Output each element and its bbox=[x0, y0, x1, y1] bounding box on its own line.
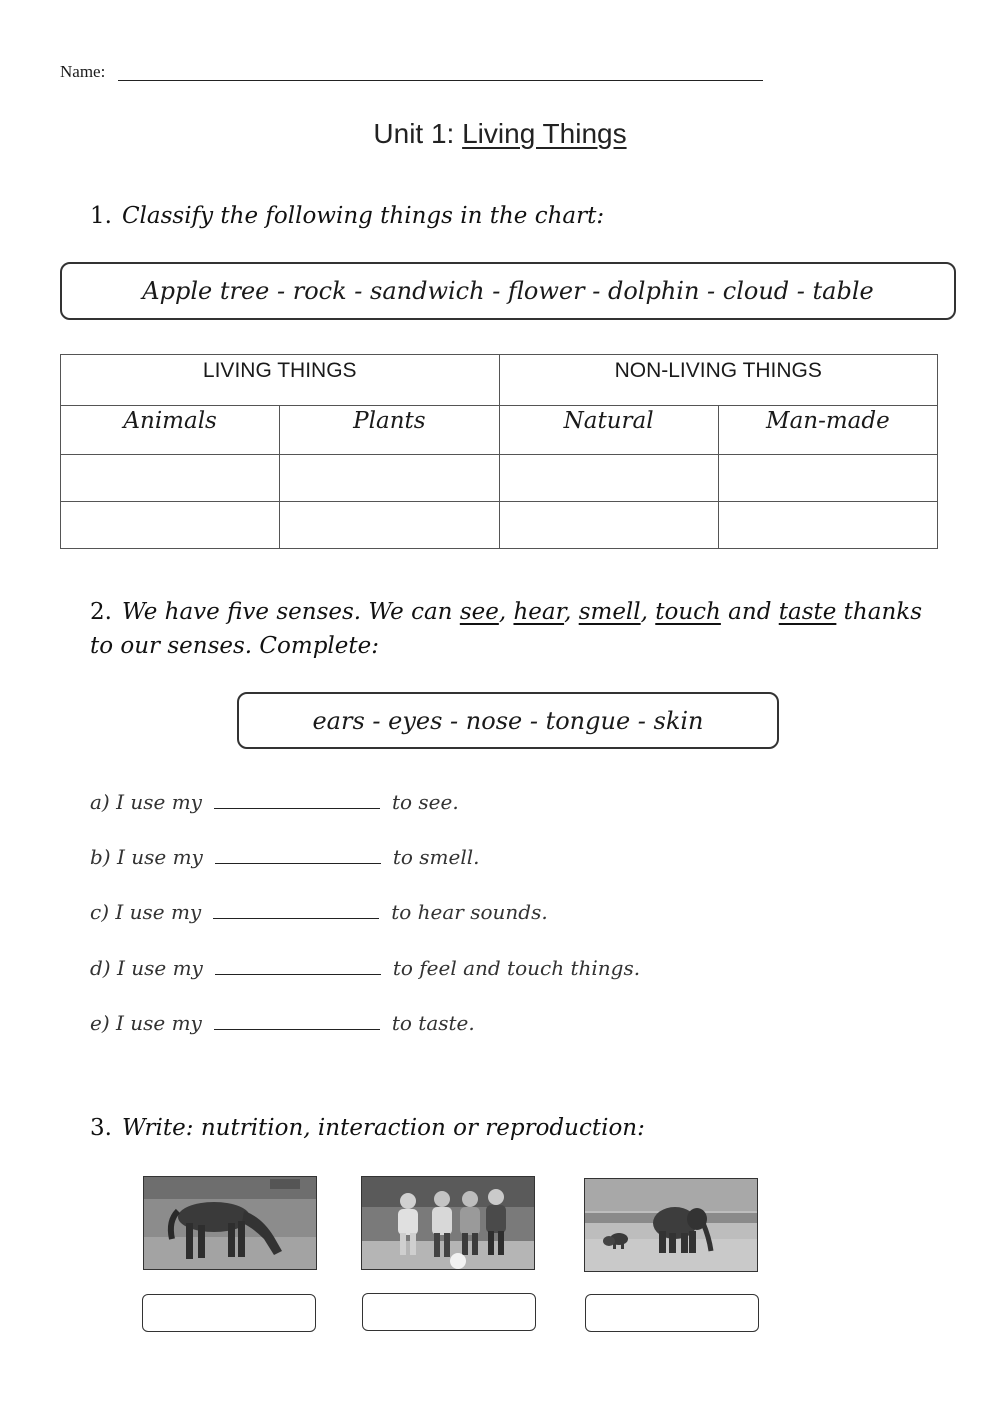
answer-cell-natural-1[interactable] bbox=[499, 455, 718, 502]
sense-hear: hear bbox=[513, 599, 565, 625]
sentence-letter: d) bbox=[90, 956, 111, 980]
question-2-outro: thanks to our senses. Complete: bbox=[90, 599, 923, 659]
children-playing-image bbox=[361, 1176, 535, 1270]
sentence-end: to see. bbox=[391, 790, 459, 814]
sentence-end: to hear sounds. bbox=[391, 900, 548, 924]
separator: , bbox=[498, 599, 514, 625]
horse-grazing-image bbox=[143, 1176, 317, 1270]
sense-touch: touch bbox=[655, 599, 721, 625]
question-2-heading bbox=[90, 595, 950, 663]
sentence-letter: c) bbox=[90, 900, 110, 924]
column-man-made: Man-made bbox=[718, 406, 937, 455]
sentence-start: I use my bbox=[116, 790, 202, 814]
name-input-line[interactable] bbox=[118, 80, 763, 81]
title-prefix: Unit 1: bbox=[373, 118, 463, 149]
page-title bbox=[0, 118, 1000, 150]
answer-blank-b[interactable] bbox=[215, 845, 381, 864]
sense-see: see bbox=[459, 599, 499, 625]
column-plants: Plants bbox=[280, 406, 499, 455]
separator: , bbox=[640, 599, 656, 625]
sense-taste: taste bbox=[778, 599, 837, 625]
question-3-heading bbox=[90, 1115, 645, 1141]
separator: , bbox=[564, 599, 579, 625]
group-non-living-things: NON-LIVING THINGS bbox=[499, 355, 938, 406]
question-2-number: 2. bbox=[90, 599, 112, 625]
sentence-e bbox=[90, 1011, 475, 1035]
word-bank-1: Apple tree - rock - sandwich - flower - dolphin - cloud - table bbox=[60, 262, 956, 320]
sentence-d bbox=[90, 956, 640, 980]
answer-cell-man-made-2[interactable] bbox=[718, 502, 937, 549]
question-2-intro: We have five senses. We can bbox=[121, 599, 460, 625]
answer-cell-animals-1[interactable] bbox=[61, 455, 280, 502]
answer-cell-plants-2[interactable] bbox=[280, 502, 499, 549]
name-label: Name: bbox=[60, 62, 106, 81]
sentence-letter: b) bbox=[90, 845, 111, 869]
sentence-start: I use my bbox=[116, 845, 203, 869]
question-1-instruction: Classify the following things in the chart: bbox=[121, 203, 605, 229]
sentence-c bbox=[90, 900, 548, 924]
sentence-end: to feel and touch things. bbox=[392, 956, 641, 980]
question-3-number: 3. bbox=[90, 1115, 112, 1141]
children-playing-illustration bbox=[362, 1177, 534, 1269]
answer-cell-animals-2[interactable] bbox=[61, 502, 280, 549]
title-topic: Living Things bbox=[462, 118, 627, 149]
sentence-b bbox=[90, 845, 479, 869]
sentence-letter: e) bbox=[90, 1011, 110, 1035]
sense-smell: smell bbox=[578, 599, 641, 625]
answer-box-horse[interactable] bbox=[142, 1294, 316, 1332]
answer-cell-natural-2[interactable] bbox=[499, 502, 718, 549]
answer-cell-plants-1[interactable] bbox=[280, 455, 499, 502]
elephant-with-calf-image bbox=[584, 1178, 758, 1272]
sentence-a bbox=[90, 790, 459, 814]
answer-blank-a[interactable] bbox=[214, 790, 380, 809]
answer-cell-man-made-1[interactable] bbox=[718, 455, 937, 502]
group-living-things: LIVING THINGS bbox=[61, 355, 500, 406]
answer-box-children[interactable] bbox=[362, 1293, 536, 1331]
sentence-start: I use my bbox=[116, 1011, 202, 1035]
elephant-with-calf-illustration bbox=[585, 1179, 757, 1271]
sentence-end: to taste. bbox=[391, 1011, 475, 1035]
answer-blank-c[interactable] bbox=[213, 900, 379, 919]
word-bank-2: ears - eyes - nose - tongue - skin bbox=[237, 692, 779, 749]
answer-box-elephant[interactable] bbox=[585, 1294, 759, 1332]
classification-chart bbox=[60, 354, 938, 549]
answer-blank-d[interactable] bbox=[215, 956, 381, 975]
sentence-end: to smell. bbox=[392, 845, 480, 869]
answer-blank-e[interactable] bbox=[214, 1011, 380, 1030]
column-natural: Natural bbox=[499, 406, 718, 455]
sentence-letter: a) bbox=[90, 790, 110, 814]
question-1-number: 1. bbox=[90, 203, 112, 229]
question-3-instruction: Write: nutrition, interaction or reproduction: bbox=[121, 1115, 645, 1141]
question-1-heading bbox=[90, 203, 604, 229]
sentence-start: I use my bbox=[115, 900, 202, 924]
sentence-start: I use my bbox=[116, 956, 203, 980]
column-animals: Animals bbox=[61, 406, 280, 455]
horse-grazing-illustration bbox=[144, 1177, 316, 1269]
separator: and bbox=[720, 599, 779, 625]
